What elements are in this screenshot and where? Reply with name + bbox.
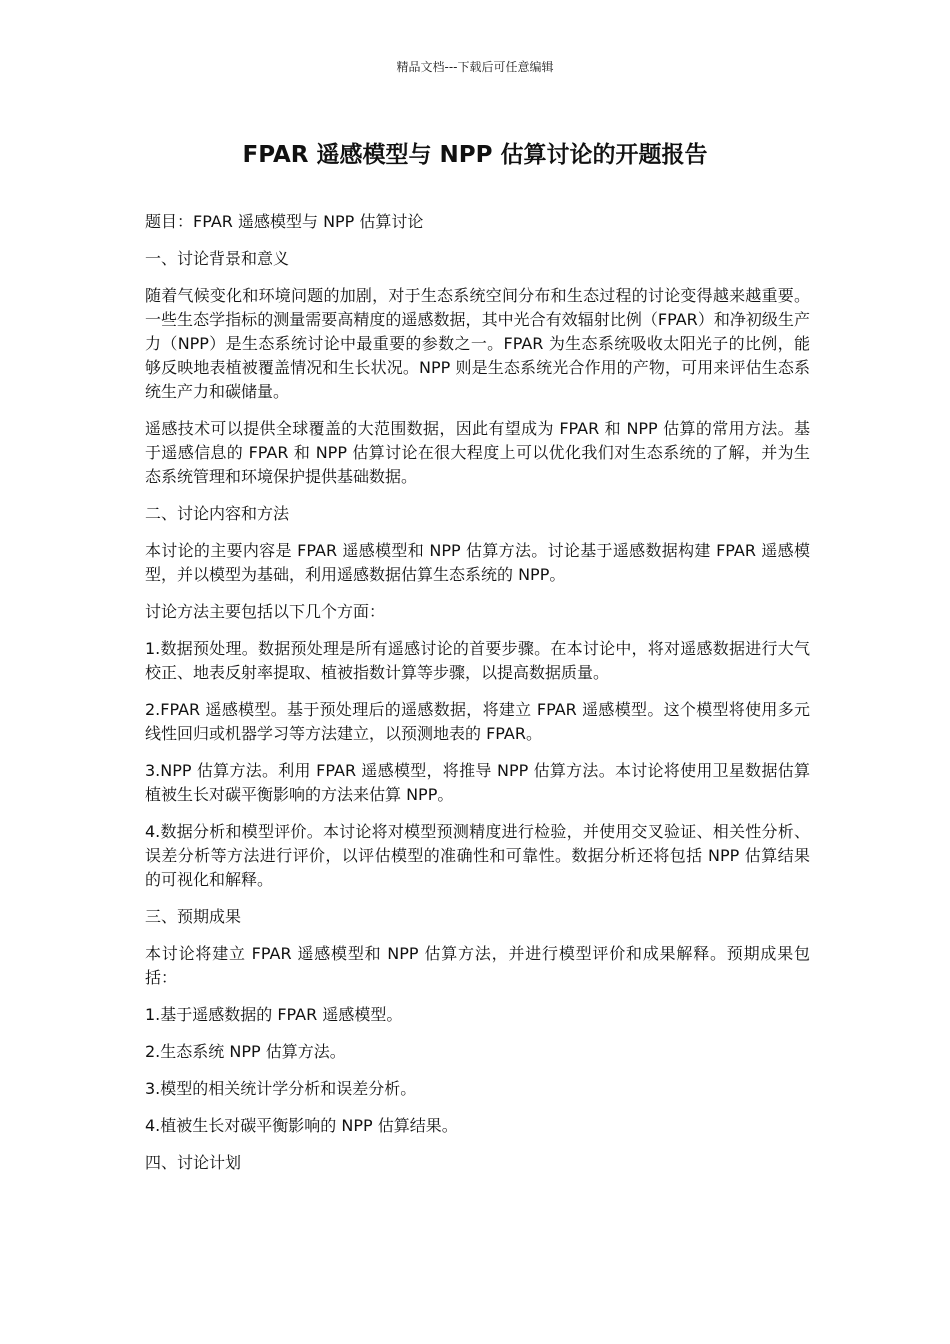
list-item: 4.植被生长对碳平衡影响的 NPP 估算结果。	[145, 1116, 458, 1135]
list-item: 3.模型的相关统计学分析和误差分析。	[145, 1079, 417, 1098]
document-title: FPAR 遥感模型与 NPP 估算讨论的开题报告	[242, 142, 708, 168]
paragraph: 本讨论将建立 FPAR 遥感模型和 NPP 估算方法，并进行模型评价和成果解释。预期成果包括：	[145, 944, 810, 987]
list-item: 1.基于遥感数据的 FPAR 遥感模型。	[145, 1005, 403, 1024]
paragraph: 讨论方法主要包括以下几个方面：	[145, 602, 386, 621]
list-item: 2.生态系统 NPP 估算方法。	[145, 1042, 346, 1061]
section-heading-background: 一、讨论背景和意义	[145, 249, 290, 268]
section-heading-expected-results: 三、预期成果	[145, 907, 242, 926]
paragraph: 本讨论的主要内容是 FPAR 遥感模型和 NPP 估算方法。讨论基于遥感数据构建 FPAR 遥感模型，并以模型为基础，利用遥感数据估算生态系统的 NPP。	[145, 541, 810, 584]
paragraph: 遥感技术可以提供全球覆盖的大范围数据，因此有望成为 FPAR 和 NPP 估算的常用方法。基于遥感信息的 FPAR 和 NPP 估算讨论在很大程度上可以优化我们对生态系统的了解，并为生态系统管理和环境保护提供基础数据。	[145, 419, 810, 486]
section-heading-content-methods: 二、讨论内容和方法	[145, 504, 290, 523]
list-item: 4.数据分析和模型评价。本讨论将对模型预测精度进行检验，并使用交叉验证、相关性分析、误差分析等方法进行评价，以评估模型的准确性和可靠性。数据分析还将包括 NPP 估算结果的可视化和解释。	[145, 822, 810, 889]
list-item: 1.数据预处理。数据预处理是所有遥感讨论的首要步骤。在本讨论中，将对遥感数据进行大气校正、地表反射率提取、植被指数计算等步骤，以提高数据质量。	[145, 639, 810, 682]
list-item: 2.FPAR 遥感模型。基于预处理后的遥感数据，将建立 FPAR 遥感模型。这个模型将使用多元线性回归或机器学习等方法建立，以预测地表的 FPAR。	[145, 700, 810, 743]
list-item: 3.NPP 估算方法。利用 FPAR 遥感模型，将推导 NPP 估算方法。本讨论将使用卫星数据估算植被生长对碳平衡影响的方法来估算 NPP。	[145, 761, 810, 804]
header-note: 精品文档---下载后可任意编辑	[396, 60, 554, 74]
section-heading-plan: 四、讨论计划	[145, 1153, 242, 1172]
document-body	[145, 210, 810, 1188]
topic-line: 题目：FPAR 遥感模型与 NPP 估算讨论	[145, 212, 424, 231]
paragraph: 随着气候变化和环境问题的加剧，对于生态系统空间分布和生态过程的讨论变得越来越重要。一些生态学指标的测量需要高精度的遥感数据，其中光合有效辐射比例（FPAR）和净初级生产力（NPP）是生态系统讨论中最重要的参数之一。FPAR 为生态系统吸收太阳光子的比例，能够反映地表植被覆盖情况和生长状况。NPP 则是生态系统光合作用的产物，可用来评估生态系统生产力和碳储量。	[145, 286, 810, 401]
